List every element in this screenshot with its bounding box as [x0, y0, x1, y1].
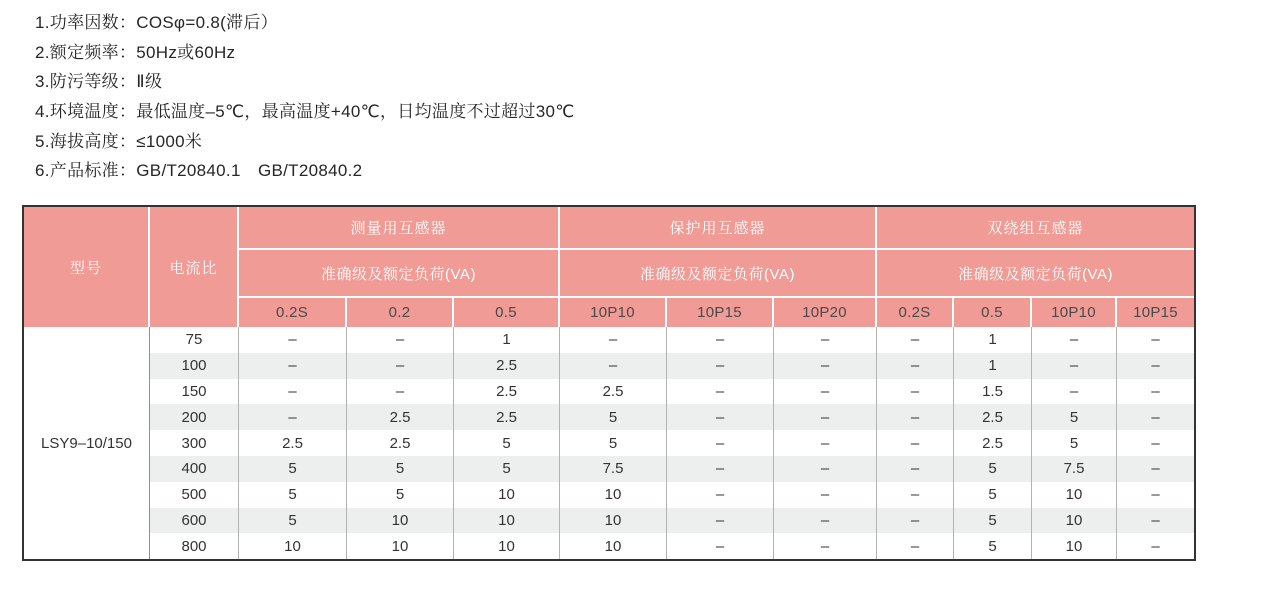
value-cell: 5 [1032, 404, 1117, 430]
value-cell: – [1117, 508, 1194, 534]
value-cell: – [774, 508, 877, 534]
value-cell: 2.5 [347, 430, 454, 456]
accuracy-header-m-02s: 0.2S [239, 298, 347, 327]
table-row [24, 379, 1194, 405]
subheader-protection-burden: 准确级及额定负荷(VA) [560, 250, 877, 298]
value-cell: 5 [954, 482, 1032, 508]
value-cell: – [667, 430, 774, 456]
value-cell: 1 [454, 327, 560, 353]
value-cell: 5 [347, 482, 454, 508]
table-row [24, 508, 1194, 534]
value-cell: 10 [1032, 533, 1117, 559]
value-cell: – [877, 353, 954, 379]
current-ratio-cell: 300 [150, 430, 239, 456]
value-cell: 5 [239, 456, 347, 482]
value-cell: 2.5 [239, 430, 347, 456]
value-cell: 5 [954, 508, 1032, 534]
accuracy-header-p-10p20: 10P20 [774, 298, 877, 327]
accuracy-header-m-05: 0.5 [454, 298, 560, 327]
value-cell: – [1117, 533, 1194, 559]
value-cell: 5 [954, 456, 1032, 482]
accuracy-header-d-02s: 0.2S [877, 298, 954, 327]
value-cell: 10 [1032, 482, 1117, 508]
ratings-table [22, 205, 1196, 561]
value-cell: – [877, 379, 954, 405]
value-cell: – [877, 404, 954, 430]
value-cell: 10 [347, 533, 454, 559]
value-cell: – [1032, 353, 1117, 379]
current-ratio-cell: 600 [150, 508, 239, 534]
value-cell: – [774, 430, 877, 456]
value-cell: – [347, 327, 454, 353]
value-cell: – [1117, 482, 1194, 508]
ratings-table-wrap [22, 205, 1196, 561]
value-cell: 5 [954, 533, 1032, 559]
table-row [24, 353, 1194, 379]
group-header-measuring: 测量用互感器 [239, 207, 560, 250]
value-cell: – [239, 404, 347, 430]
value-cell: 10 [454, 533, 560, 559]
accuracy-header-d-10p15: 10P15 [1117, 298, 1194, 327]
table-header [24, 207, 1194, 327]
value-cell: 5 [454, 430, 560, 456]
value-cell: 10 [560, 533, 667, 559]
value-cell: – [560, 353, 667, 379]
value-cell: 7.5 [560, 456, 667, 482]
value-cell: – [774, 482, 877, 508]
current-ratio-cell: 100 [150, 353, 239, 379]
current-ratio-cell: 400 [150, 456, 239, 482]
value-cell: 5 [560, 430, 667, 456]
group-header-protection: 保护用互感器 [560, 207, 877, 250]
value-cell: – [239, 353, 347, 379]
accuracy-header-m-02: 0.2 [347, 298, 454, 327]
value-cell: 2.5 [454, 404, 560, 430]
value-cell: – [1117, 456, 1194, 482]
value-cell: – [667, 353, 774, 379]
table-row [24, 404, 1194, 430]
spec-line-power-factor: 1.功率因数：COSφ=0.8(滞后） [35, 13, 278, 33]
value-cell: – [560, 327, 667, 353]
subheader-measuring-burden: 准确级及额定负荷(VA) [239, 250, 560, 298]
value-cell: 5 [1032, 430, 1117, 456]
value-cell: 7.5 [1032, 456, 1117, 482]
value-cell: 5 [239, 508, 347, 534]
value-cell: 1.5 [954, 379, 1032, 405]
col-header-current-ratio: 电流比 [150, 207, 239, 327]
value-cell: 10 [454, 482, 560, 508]
accuracy-header-p-10p10: 10P10 [560, 298, 667, 327]
spec-line-product-standard: 6.产品标准：GB/T20840.1 GB/T20840.2 [35, 161, 363, 181]
value-cell: – [1032, 327, 1117, 353]
value-cell: – [667, 379, 774, 405]
value-cell: 5 [239, 482, 347, 508]
accuracy-header-d-10p10: 10P10 [1032, 298, 1117, 327]
value-cell: – [774, 353, 877, 379]
value-cell: – [1117, 379, 1194, 405]
value-cell: – [667, 482, 774, 508]
value-cell: 2.5 [954, 430, 1032, 456]
value-cell: – [667, 508, 774, 534]
value-cell: – [1117, 430, 1194, 456]
value-cell: – [239, 327, 347, 353]
value-cell: 2.5 [347, 404, 454, 430]
col-header-model: 型号 [24, 207, 150, 327]
value-cell: – [667, 327, 774, 353]
value-cell: – [877, 327, 954, 353]
value-cell: – [774, 379, 877, 405]
value-cell: 10 [560, 508, 667, 534]
table-row [24, 327, 1194, 353]
accuracy-header-p-10p15: 10P15 [667, 298, 774, 327]
subheader-dual-winding-burden: 准确级及额定负荷(VA) [877, 250, 1194, 298]
current-ratio-cell: 75 [150, 327, 239, 353]
value-cell: – [347, 379, 454, 405]
value-cell: 10 [1032, 508, 1117, 534]
value-cell: – [774, 404, 877, 430]
table-row [24, 430, 1194, 456]
value-cell: 5 [560, 404, 667, 430]
current-ratio-cell: 500 [150, 482, 239, 508]
spec-line-rated-frequency: 2.额定频率：50Hz或60Hz [35, 42, 236, 62]
value-cell: – [774, 456, 877, 482]
value-cell: – [1032, 379, 1117, 405]
spec-line-pollution-class: 3.防污等级：Ⅱ级 [35, 72, 163, 92]
value-cell: – [239, 379, 347, 405]
value-cell: – [877, 508, 954, 534]
value-cell: – [774, 327, 877, 353]
value-cell: – [877, 430, 954, 456]
table-row [24, 482, 1194, 508]
table-row [24, 533, 1194, 559]
value-cell: – [877, 482, 954, 508]
value-cell: 2.5 [954, 404, 1032, 430]
value-cell: 1 [954, 353, 1032, 379]
value-cell: 1 [954, 327, 1032, 353]
value-cell: 10 [239, 533, 347, 559]
value-cell: 10 [454, 508, 560, 534]
spec-line-altitude: 5.海拔高度：≤1000米 [35, 131, 203, 151]
spec-line-ambient-temp: 4.环境温度：最低温度–5℃，最高温度+40℃，日均温度不过超过30℃ [35, 102, 575, 122]
spec-list [35, 6, 575, 184]
value-cell: – [1117, 327, 1194, 353]
value-cell: – [877, 533, 954, 559]
current-ratio-cell: 200 [150, 404, 239, 430]
value-cell: 2.5 [454, 353, 560, 379]
value-cell: – [877, 456, 954, 482]
value-cell: – [347, 353, 454, 379]
current-ratio-cell: 800 [150, 533, 239, 559]
table-body [24, 327, 1194, 559]
value-cell: – [1117, 404, 1194, 430]
value-cell: – [1117, 353, 1194, 379]
value-cell: – [774, 533, 877, 559]
value-cell: 10 [560, 482, 667, 508]
value-cell: 5 [454, 456, 560, 482]
value-cell: – [667, 533, 774, 559]
value-cell: 2.5 [454, 379, 560, 405]
value-cell: – [667, 404, 774, 430]
value-cell: 5 [347, 456, 454, 482]
value-cell: – [667, 456, 774, 482]
table-row [24, 456, 1194, 482]
model-cell: LSY9–10/150 [24, 327, 150, 559]
current-ratio-cell: 150 [150, 379, 239, 405]
group-header-dual-winding: 双绕组互感器 [877, 207, 1194, 250]
accuracy-header-d-05: 0.5 [954, 298, 1032, 327]
value-cell: 10 [347, 508, 454, 534]
value-cell: 2.5 [560, 379, 667, 405]
